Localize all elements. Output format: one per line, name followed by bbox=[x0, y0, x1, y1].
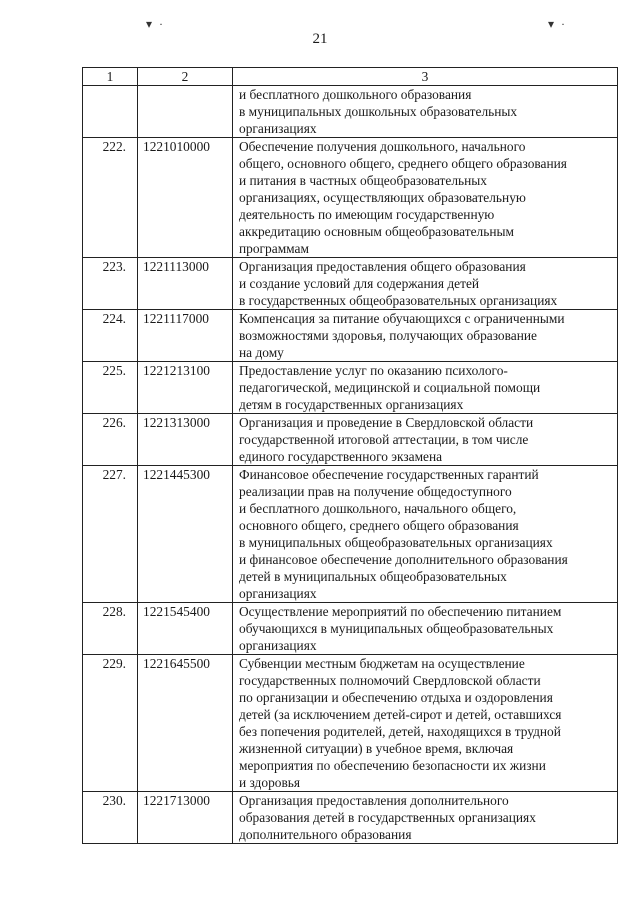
description-line: обучающихся в муниципальных общеобразовательных bbox=[239, 621, 554, 636]
description-line: реализации прав на получение общедоступного bbox=[239, 484, 512, 499]
table-row bbox=[83, 655, 618, 792]
column-header-2: 2 bbox=[138, 68, 233, 86]
description-line: деятельность по имеющим государственную bbox=[239, 207, 495, 222]
description-line: по организации и обеспечению отдыха и оздоровления bbox=[239, 690, 553, 705]
description-line: жизненной ситуации) в учебное время, включая bbox=[239, 741, 514, 756]
budget-code: 1221545400 bbox=[138, 603, 233, 655]
description-line: образования детей в государственных организациях bbox=[239, 810, 536, 825]
table-row bbox=[83, 414, 618, 466]
row-number: 223. bbox=[83, 258, 138, 310]
budget-code: 1221117000 bbox=[138, 310, 233, 362]
expense-description bbox=[233, 138, 618, 258]
expense-description bbox=[233, 258, 618, 310]
scan-mark-left: ▾ · bbox=[146, 17, 166, 31]
description-line: Финансовое обеспечение государственных гарантий bbox=[239, 467, 539, 482]
column-header-1: 1 bbox=[83, 68, 138, 86]
description-line: и бесплатного дошкольного образования bbox=[239, 87, 472, 102]
column-header-3: 3 bbox=[233, 68, 618, 86]
table-row bbox=[83, 86, 618, 138]
description-line: Предоставление услуг по оказанию психолого- bbox=[239, 363, 508, 378]
description-line: Организация предоставления дополнительного bbox=[239, 793, 509, 808]
scan-mark-right: ▾ · bbox=[548, 17, 568, 31]
description-line: и питания в частных общеобразовательных bbox=[239, 173, 487, 188]
description-line: организациях bbox=[239, 121, 317, 136]
expense-description bbox=[233, 792, 618, 844]
table-row bbox=[83, 138, 618, 258]
description-line: организациях, осуществляющих образовательную bbox=[239, 190, 526, 205]
description-line: программам bbox=[239, 241, 309, 256]
description-line: детям в государственных организациях bbox=[239, 397, 464, 412]
row-number: 222. bbox=[83, 138, 138, 258]
expense-description bbox=[233, 362, 618, 414]
expense-description bbox=[233, 414, 618, 466]
description-line: Организация предоставления общего образования bbox=[239, 259, 526, 274]
description-line: и здоровья bbox=[239, 775, 301, 790]
description-line: детей в муниципальных общеобразовательных bbox=[239, 569, 507, 584]
budget-code bbox=[138, 86, 233, 138]
table-row bbox=[83, 258, 618, 310]
description-line: организациях bbox=[239, 586, 317, 601]
table-row bbox=[83, 310, 618, 362]
budget-code: 1221645500 bbox=[138, 655, 233, 792]
budget-code-table bbox=[82, 67, 618, 844]
expense-description bbox=[233, 603, 618, 655]
budget-code: 1221213100 bbox=[138, 362, 233, 414]
expense-description bbox=[233, 655, 618, 792]
budget-code: 1221713000 bbox=[138, 792, 233, 844]
description-line: Осуществление мероприятий по обеспечению питанием bbox=[239, 604, 562, 619]
description-line: аккредитацию основным общеобразовательным bbox=[239, 224, 514, 239]
expense-description bbox=[233, 310, 618, 362]
description-line: в государственных общеобразовательных организациях bbox=[239, 293, 558, 308]
table-body bbox=[83, 86, 618, 844]
description-line: Компенсация за питание обучающихся с ограниченными bbox=[239, 311, 565, 326]
description-line: дополнительного образования bbox=[239, 827, 412, 842]
description-line: мероприятия по обеспечению безопасности их жизни bbox=[239, 758, 546, 773]
table-row bbox=[83, 603, 618, 655]
description-line: организациях bbox=[239, 638, 317, 653]
table-row bbox=[83, 362, 618, 414]
description-line: Субвенции местным бюджетам на осуществление bbox=[239, 656, 525, 671]
row-number: 227. bbox=[83, 466, 138, 603]
description-line: государственных полномочий Свердловской области bbox=[239, 673, 541, 688]
description-line: общего, основного общего, среднего общего образования bbox=[239, 156, 567, 171]
budget-code: 1221445300 bbox=[138, 466, 233, 603]
table-header-row bbox=[83, 68, 618, 86]
budget-code: 1221010000 bbox=[138, 138, 233, 258]
description-line: единого государственного экзамена bbox=[239, 449, 443, 464]
description-line: основного общего, среднего общего образования bbox=[239, 518, 519, 533]
table-row bbox=[83, 792, 618, 844]
row-number: 230. bbox=[83, 792, 138, 844]
description-line: Обеспечение получения дошкольного, начального bbox=[239, 139, 526, 154]
row-number bbox=[83, 86, 138, 138]
expense-description bbox=[233, 466, 618, 603]
description-line: Организация и проведение в Свердловской области bbox=[239, 415, 534, 430]
description-line: и создание условий для содержания детей bbox=[239, 276, 480, 291]
row-number: 229. bbox=[83, 655, 138, 792]
row-number: 224. bbox=[83, 310, 138, 362]
table-row bbox=[83, 466, 618, 603]
description-line: и бесплатного дошкольного, начального общего, bbox=[239, 501, 517, 516]
row-number: 228. bbox=[83, 603, 138, 655]
page-number: 21 bbox=[312, 31, 328, 47]
budget-code: 1221113000 bbox=[138, 258, 233, 310]
expense-description bbox=[233, 86, 618, 138]
row-number: 225. bbox=[83, 362, 138, 414]
description-line: без попечения родителей, детей, находящихся в трудной bbox=[239, 724, 561, 739]
description-line: на дому bbox=[239, 345, 284, 360]
description-line: педагогической, медицинской и социальной помощи bbox=[239, 380, 541, 395]
budget-code: 1221313000 bbox=[138, 414, 233, 466]
description-line: детей (за исключением детей-сирот и детей, оставшихся bbox=[239, 707, 562, 722]
row-number: 226. bbox=[83, 414, 138, 466]
description-line: в муниципальных дошкольных образовательных bbox=[239, 104, 518, 119]
description-line: возможностями здоровья, получающих образование bbox=[239, 328, 537, 343]
description-line: государственной итоговой аттестации, в том числе bbox=[239, 432, 529, 447]
description-line: в муниципальных общеобразовательных организациях bbox=[239, 535, 553, 550]
description-line: и финансовое обеспечение дополнительного образования bbox=[239, 552, 568, 567]
